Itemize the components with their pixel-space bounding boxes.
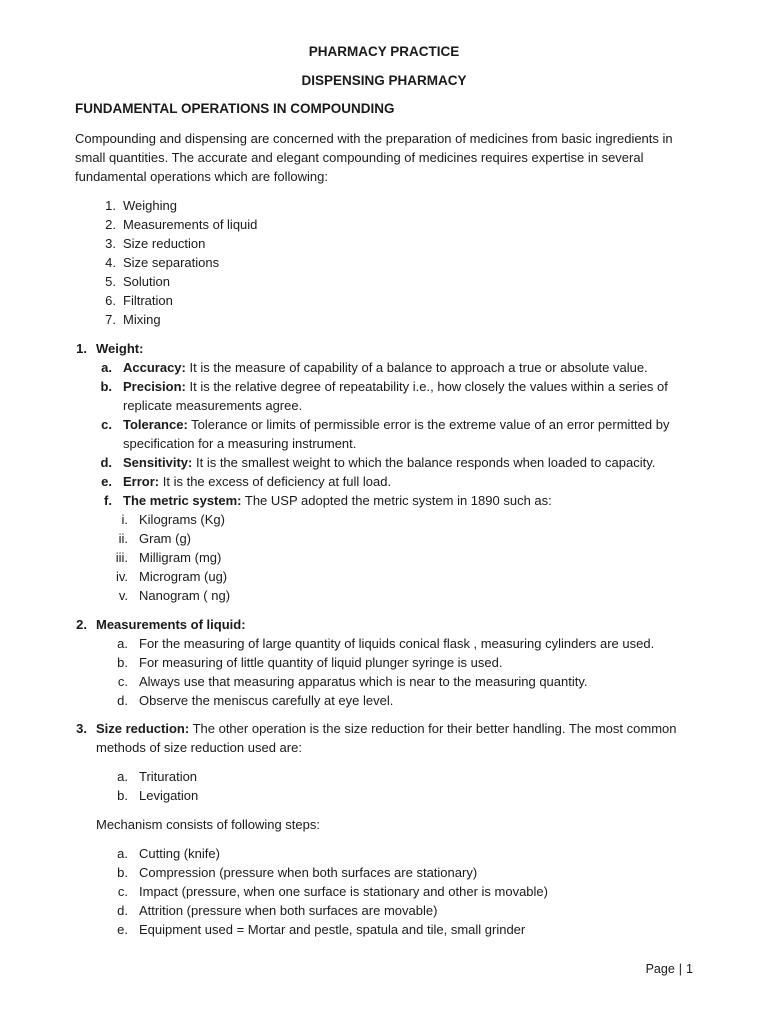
list-marker: 3. <box>105 236 116 251</box>
list-marker: ii. <box>118 531 128 546</box>
section-heading: FUNDAMENTAL OPERATIONS IN COMPOUNDING <box>75 101 395 116</box>
term-label: Sensitivity: <box>123 455 193 470</box>
list-marker: e. <box>117 922 128 937</box>
list-text: Levigation <box>139 788 199 803</box>
term-label: Tolerance: <box>123 417 188 432</box>
list-marker: c. <box>117 674 128 689</box>
section-title: Weight: <box>96 341 144 356</box>
page-footer <box>646 962 693 976</box>
list-marker: iv. <box>115 569 128 584</box>
term-text: It is the excess of deficiency at full load. <box>162 474 392 489</box>
term-text: The USP adopted the metric system in 1890 such as: <box>244 493 552 508</box>
term-label: Error: <box>123 474 160 489</box>
item-marker: d. <box>100 455 112 470</box>
list-marker: b. <box>117 655 128 670</box>
list-text: Solution <box>123 274 170 289</box>
section-marker: 2. <box>76 617 87 632</box>
document-subtitle: DISPENSING PHARMACY <box>301 73 467 88</box>
list-text: Cutting (knife) <box>139 846 220 861</box>
section-marker: 3. <box>76 721 87 736</box>
list-text: Attrition (pressure when both surfaces are movable) <box>139 903 438 918</box>
term-text-continued: replicate measurements agree. <box>123 398 303 413</box>
list-marker: iii. <box>115 550 128 565</box>
document-title: PHARMACY PRACTICE <box>308 44 460 59</box>
list-text: Filtration <box>123 293 173 308</box>
page-separator: | <box>678 962 683 976</box>
list-text: For measuring of little quantity of liquid plunger syringe is used. <box>139 655 503 670</box>
list-marker: b. <box>117 865 128 880</box>
mechanism-intro: Mechanism consists of following steps: <box>96 817 320 832</box>
list-marker: b. <box>117 788 128 803</box>
list-marker: 7. <box>105 312 116 327</box>
section-text: The other operation is the size reduction for their better handling. The most common <box>192 721 677 736</box>
list-marker: i. <box>121 512 128 527</box>
term-text: It is the relative degree of repeatability i.e., how closely the values within a series of <box>189 379 668 394</box>
term-text-continued: specification for a measuring instrument. <box>123 436 357 451</box>
list-text: Weighing <box>123 198 177 213</box>
section-title: Measurements of liquid: <box>96 617 246 632</box>
list-marker: 6. <box>105 293 116 308</box>
item-marker: f. <box>104 493 112 508</box>
term-text: It is the smallest weight to which the balance responds when loaded to capacity. <box>195 455 656 470</box>
list-text: Impact (pressure, when one surface is stationary and other is movable) <box>139 884 548 899</box>
list-text: Equipment used = Mortar and pestle, spatula and tile, small grinder <box>139 922 526 937</box>
list-text: Milligram (mg) <box>139 550 222 565</box>
list-marker: a. <box>117 846 128 861</box>
term-label: Accuracy: <box>123 360 186 375</box>
list-marker: c. <box>117 884 128 899</box>
list-marker: 4. <box>105 255 116 270</box>
page-label: Page <box>645 962 675 976</box>
list-text: Trituration <box>139 769 198 784</box>
list-text: Nanogram ( ng) <box>139 588 231 603</box>
item-marker: c. <box>101 417 112 432</box>
list-marker: v. <box>118 588 128 603</box>
item-marker: a. <box>101 360 112 375</box>
list-marker: d. <box>117 903 128 918</box>
list-text: Size reduction <box>123 236 206 251</box>
list-text: Mixing <box>123 312 161 327</box>
page-number: 1 <box>686 962 693 976</box>
list-text: Size separations <box>123 255 220 270</box>
list-text: Always use that measuring apparatus which is near to the measuring quantity. <box>139 674 588 689</box>
term-label: Precision: <box>123 379 186 394</box>
list-marker: a. <box>117 769 128 784</box>
list-marker: 1. <box>105 198 116 213</box>
item-marker: e. <box>101 474 112 489</box>
term-text: It is the measure of capability of a balance to approach a true or absolute value. <box>189 360 648 375</box>
list-text: For the measuring of large quantity of liquids conical flask , measuring cylinders are used. <box>139 636 655 651</box>
list-text: Kilograms (Kg) <box>139 512 225 527</box>
list-marker: d. <box>117 693 128 708</box>
list-marker: 2. <box>105 217 116 232</box>
term-label: The metric system: <box>123 493 242 508</box>
item-marker: b. <box>100 379 112 394</box>
section-text-continued: methods of size reduction used are: <box>96 740 302 755</box>
list-text: Microgram (ug) <box>139 569 228 584</box>
list-marker: a. <box>117 636 128 651</box>
intro-paragraph: Compounding and dispensing are concerned with the preparation of medicines from basic ingredients in small quantities. The accurate and elegant compounding of medicines requires expertise in several fundamental operations which are following: <box>75 131 673 185</box>
list-marker: 5. <box>105 274 116 289</box>
list-text: Gram (g) <box>139 531 191 546</box>
section-marker: 1. <box>76 341 87 356</box>
list-text: Measurements of liquid <box>123 217 258 232</box>
section-title: Size reduction: <box>96 721 190 736</box>
list-text: Observe the meniscus carefully at eye level. <box>139 693 394 708</box>
term-text: Tolerance or limits of permissible error is the extreme value of an error permitted by <box>191 417 670 432</box>
list-text: Compression (pressure when both surfaces are stationary) <box>139 865 478 880</box>
